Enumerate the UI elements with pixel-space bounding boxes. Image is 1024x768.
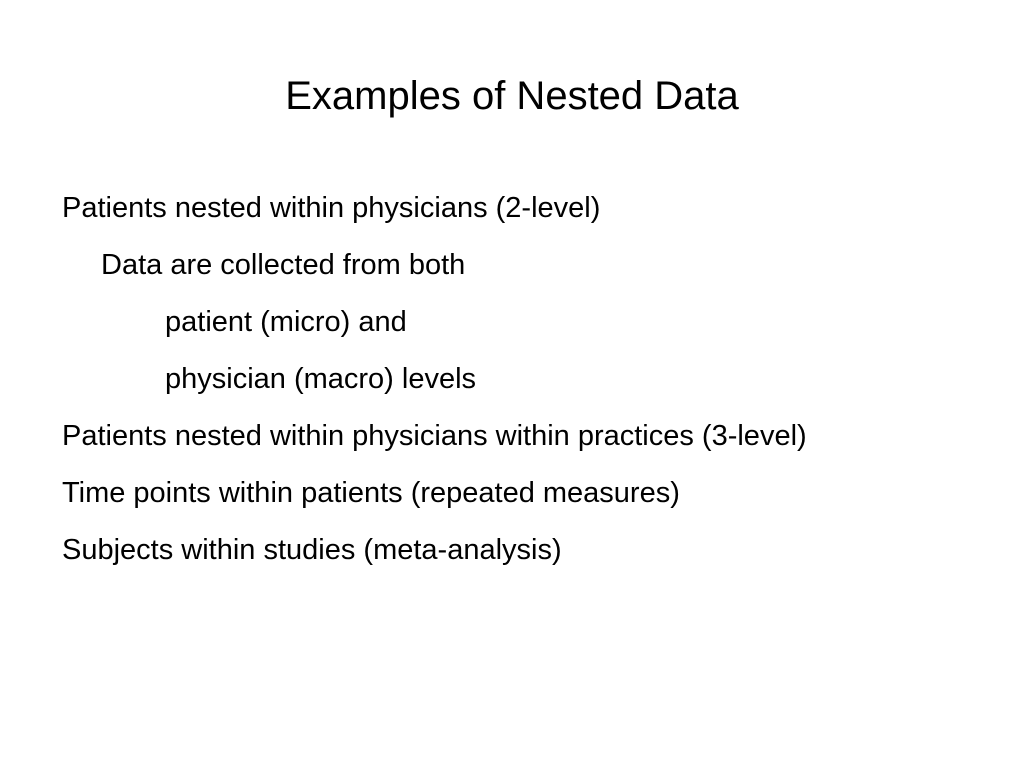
list-item: Patients nested within physicians (2-level): [62, 192, 601, 224]
list-item: patient (micro) and: [165, 306, 407, 338]
list-item: Subjects within studies (meta-analysis): [62, 534, 562, 566]
list-item: Data are collected from both: [101, 249, 466, 281]
bullet-list: [62, 188, 962, 587]
list-item: Patients nested within physicians within practices (3-level): [62, 420, 807, 452]
slide-title: Examples of Nested Data: [285, 74, 739, 118]
list-item: physician (macro) levels: [165, 363, 477, 395]
list-item: Time points within patients (repeated measures): [62, 477, 680, 509]
